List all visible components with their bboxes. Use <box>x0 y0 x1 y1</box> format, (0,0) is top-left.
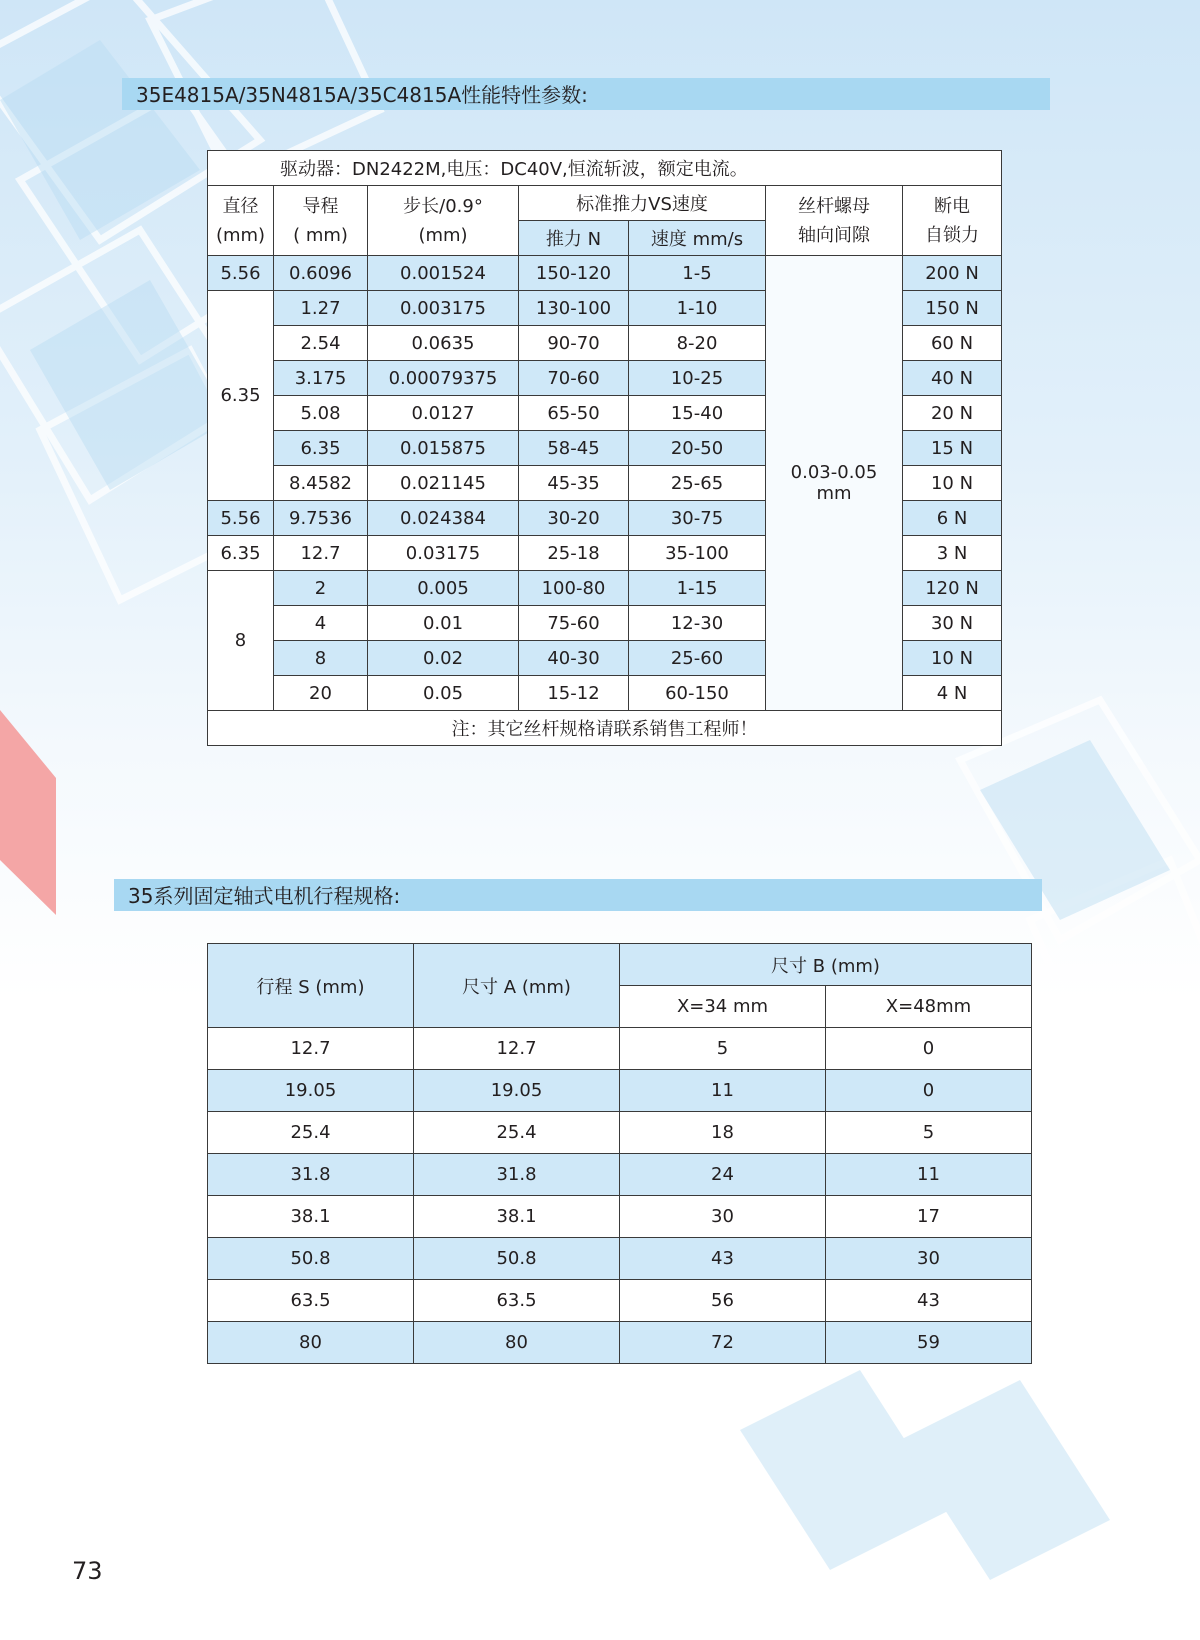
thrust-cell: 58-45 <box>519 431 629 466</box>
header-thrust-vs-speed: 标准推力VS速度 <box>519 186 766 221</box>
speed-cell: 25-65 <box>629 466 766 501</box>
lead-cell: 2.54 <box>274 326 368 361</box>
speed-cell: 25-60 <box>629 641 766 676</box>
dim-b48-cell: 0 <box>826 1028 1032 1070</box>
lock-cell: 4 N <box>903 676 1002 711</box>
dim-b34-cell: 72 <box>620 1322 826 1364</box>
thrust-cell: 45-35 <box>519 466 629 501</box>
lead-cell: 0.6096 <box>274 256 368 291</box>
stroke-cell: 25.4 <box>208 1112 414 1154</box>
red-accent-shape <box>0 710 56 915</box>
dim-b34-cell: 5 <box>620 1028 826 1070</box>
page-number: 73 <box>72 1557 103 1585</box>
header-diameter: 直径 (mm) <box>208 186 274 256</box>
speed-cell: 15-40 <box>629 396 766 431</box>
speed-cell: 1-15 <box>629 571 766 606</box>
lead-cell: 9.7536 <box>274 501 368 536</box>
speed-cell: 1-5 <box>629 256 766 291</box>
lead-cell: 8 <box>274 641 368 676</box>
lead-cell: 3.175 <box>274 361 368 396</box>
speed-cell: 1-10 <box>629 291 766 326</box>
lead-cell: 5.08 <box>274 396 368 431</box>
dim-a-cell: 31.8 <box>414 1154 620 1196</box>
dim-b34-cell: 43 <box>620 1238 826 1280</box>
header-lead: 导程 ( mm) <box>274 186 368 256</box>
thrust-cell: 25-18 <box>519 536 629 571</box>
dim-a-cell: 80 <box>414 1322 620 1364</box>
stroke-cell: 80 <box>208 1322 414 1364</box>
backlash-value: 0.03-0.05 mm <box>766 256 903 711</box>
step-cell: 0.021145 <box>368 466 519 501</box>
dim-b34-cell: 18 <box>620 1112 826 1154</box>
thrust-cell: 40-30 <box>519 641 629 676</box>
speed-cell: 30-75 <box>629 501 766 536</box>
lock-cell: 15 N <box>903 431 1002 466</box>
speed-cell: 20-50 <box>629 431 766 466</box>
thrust-cell: 100-80 <box>519 571 629 606</box>
header-x34: X=34 mm <box>620 986 826 1028</box>
lock-cell: 6 N <box>903 501 1002 536</box>
lock-cell: 40 N <box>903 361 1002 396</box>
thrust-cell: 150-120 <box>519 256 629 291</box>
lock-cell: 10 N <box>903 466 1002 501</box>
lead-cell: 2 <box>274 571 368 606</box>
thrust-cell: 130-100 <box>519 291 629 326</box>
diameter-cell: 6.35 <box>208 291 274 501</box>
thrust-cell: 65-50 <box>519 396 629 431</box>
lead-cell: 1.27 <box>274 291 368 326</box>
dim-b48-cell: 43 <box>826 1280 1032 1322</box>
lock-cell: 120 N <box>903 571 1002 606</box>
dim-a-cell: 25.4 <box>414 1112 620 1154</box>
step-cell: 0.005 <box>368 571 519 606</box>
driver-caption: 驱动器：DN2422M,电压：DC40V,恒流斩波，额定电流。 <box>208 151 1002 186</box>
speed-cell: 10-25 <box>629 361 766 396</box>
lead-cell: 6.35 <box>274 431 368 466</box>
dim-b34-cell: 11 <box>620 1070 826 1112</box>
dim-b48-cell: 0 <box>826 1070 1032 1112</box>
stroke-cell: 19.05 <box>208 1070 414 1112</box>
lock-cell: 10 N <box>903 641 1002 676</box>
header-lock-force: 断电 自锁力 <box>903 186 1002 256</box>
header-dim-a: 尺寸 A (mm) <box>414 944 620 1028</box>
step-cell: 0.0635 <box>368 326 519 361</box>
header-x48: X=48mm <box>826 986 1032 1028</box>
step-cell: 0.00079375 <box>368 361 519 396</box>
thrust-cell: 90-70 <box>519 326 629 361</box>
dim-a-cell: 12.7 <box>414 1028 620 1070</box>
dim-a-cell: 50.8 <box>414 1238 620 1280</box>
lock-cell: 150 N <box>903 291 1002 326</box>
stroke-spec-table <box>207 943 1032 1364</box>
diameter-cell: 5.56 <box>208 256 274 291</box>
step-cell: 0.01 <box>368 606 519 641</box>
lock-cell: 20 N <box>903 396 1002 431</box>
thrust-cell: 15-12 <box>519 676 629 711</box>
stroke-cell: 38.1 <box>208 1196 414 1238</box>
header-thrust: 推力 N <box>519 221 629 256</box>
step-cell: 0.024384 <box>368 501 519 536</box>
dim-b48-cell: 59 <box>826 1322 1032 1364</box>
dim-b34-cell: 24 <box>620 1154 826 1196</box>
diameter-cell: 5.56 <box>208 501 274 536</box>
performance-table <box>207 150 1002 746</box>
thrust-cell: 70-60 <box>519 361 629 396</box>
step-cell: 0.0127 <box>368 396 519 431</box>
stroke-cell: 12.7 <box>208 1028 414 1070</box>
speed-cell: 12-30 <box>629 606 766 641</box>
thrust-cell: 30-20 <box>519 501 629 536</box>
step-cell: 0.02 <box>368 641 519 676</box>
lead-cell: 8.4582 <box>274 466 368 501</box>
stroke-cell: 63.5 <box>208 1280 414 1322</box>
step-cell: 0.015875 <box>368 431 519 466</box>
step-cell: 0.03175 <box>368 536 519 571</box>
dim-b48-cell: 30 <box>826 1238 1032 1280</box>
dim-b34-cell: 30 <box>620 1196 826 1238</box>
lock-cell: 3 N <box>903 536 1002 571</box>
step-cell: 0.003175 <box>368 291 519 326</box>
section-title-performance: 35E4815A/35N4815A/35C4815A性能特性参数: <box>122 78 1050 110</box>
lead-cell: 12.7 <box>274 536 368 571</box>
lock-cell: 30 N <box>903 606 1002 641</box>
dim-b48-cell: 5 <box>826 1112 1032 1154</box>
speed-cell: 60-150 <box>629 676 766 711</box>
dim-b34-cell: 56 <box>620 1280 826 1322</box>
speed-cell: 8-20 <box>629 326 766 361</box>
header-dim-b: 尺寸 B (mm) <box>620 944 1032 986</box>
thrust-cell: 75-60 <box>519 606 629 641</box>
dim-b48-cell: 17 <box>826 1196 1032 1238</box>
header-step: 步长/0.9° (mm) <box>368 186 519 256</box>
stroke-cell: 31.8 <box>208 1154 414 1196</box>
header-backlash: 丝杆螺母 轴向间隙 <box>766 186 903 256</box>
lead-cell: 4 <box>274 606 368 641</box>
dim-b48-cell: 11 <box>826 1154 1032 1196</box>
speed-cell: 35-100 <box>629 536 766 571</box>
step-cell: 0.001524 <box>368 256 519 291</box>
dim-a-cell: 63.5 <box>414 1280 620 1322</box>
lock-cell: 200 N <box>903 256 1002 291</box>
header-speed: 速度 mm/s <box>629 221 766 256</box>
stroke-cell: 50.8 <box>208 1238 414 1280</box>
lock-cell: 60 N <box>903 326 1002 361</box>
step-cell: 0.05 <box>368 676 519 711</box>
section-title-stroke: 35系列固定轴式电机行程规格: <box>114 879 1042 911</box>
header-stroke: 行程 S (mm) <box>208 944 414 1028</box>
dim-a-cell: 38.1 <box>414 1196 620 1238</box>
table-note: 注：其它丝杆规格请联系销售工程师！ <box>208 711 1002 746</box>
diameter-cell: 8 <box>208 571 274 711</box>
dim-a-cell: 19.05 <box>414 1070 620 1112</box>
lead-cell: 20 <box>274 676 368 711</box>
diameter-cell: 6.35 <box>208 536 274 571</box>
